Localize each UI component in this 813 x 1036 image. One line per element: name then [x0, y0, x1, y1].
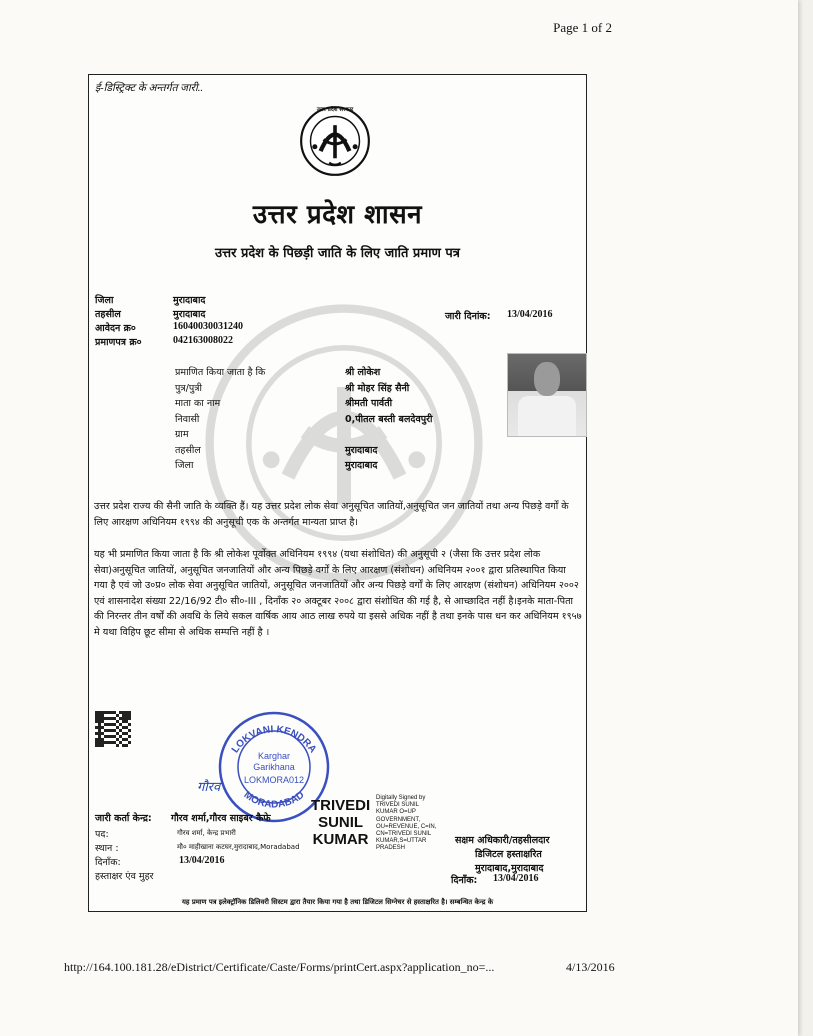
- dsig-info-line: OU=REVENUE, C=IN,: [376, 823, 437, 830]
- district-label: जिला: [95, 295, 114, 306]
- authority-title: सक्षम अधिकारी/तहसीलदार: [455, 835, 550, 846]
- handwritten-signature: गौरव: [197, 780, 221, 795]
- issue-date-label: जारी दिनांक:: [445, 311, 491, 322]
- issuer-post-label: पद:: [95, 829, 109, 840]
- dsig-info-line: GOVERNMENT,: [376, 816, 421, 823]
- person-field-row: [175, 396, 505, 411]
- emblem-text: उत्तर प्रदेश सरकार: [316, 107, 354, 113]
- svg-text:MORADABAD: [242, 790, 307, 811]
- page-number: Page 1 of 2: [553, 20, 612, 35]
- dsig-name-line-2: SUNIL: [318, 814, 364, 831]
- authority-office: मुरादाबाद,मुरादाबाद: [475, 863, 544, 874]
- stamp-line-2: Garikhana: [253, 762, 295, 772]
- issuer-centre-value: गौरव शर्मा,गौरव साइबर कैफे: [171, 813, 271, 824]
- issuer-post-value: गौरव शर्मा, केन्द्र प्रभारी: [177, 829, 236, 837]
- stamp-line-1: Karghar: [257, 751, 291, 761]
- applicant-photo: [507, 353, 587, 437]
- paragraph-2: यह भी प्रमाणित किया जाता है कि श्री लोकेश पूर्वोक्त अधिनियम १९९४ (यथा संशोधित) की अनुसूची २ (जैसा कि उत्तर प्रदेश लोक सेवा)अनुसूचित जातियों, अनुसूचित जनजातियों और अन्य पिछड़े वर्गों के लिए आरक्षण (संशोधन) अधिनियम २००१ द्वारा प्रतिस्थापित किया गया है एवं जो उ०प्र० लोक सेवा अनुसूचित जातियों, अनुसूचित जनजातियों और अन्य पिछड़े वर्गों के लिए आरक्षण (संशोधन) अधिनियम २००२ एवं शासनादेश संख्या 22/16/92 टी० सी०-III , दिनाँक २० अक्टूबर २००८ द्वारा संशोधित की गई है, से आच्छादित नहीं है।इनके माता-पिता की निरन्तर तीन वर्षों की अवधि के लिये सकल वार्षिक आय आठ लाख रुपये या इससे अधिक नहीं है तथा इनके पास धन कर अधिनियम १९५७ मे यथा विहिप छूट सीमा से अधिक सम्पत्ति नहीं है ।: [94, 549, 582, 638]
- person-field-row: [175, 381, 505, 396]
- dsig-info-line: Digitally Signed by: [376, 795, 426, 801]
- dsig-info-line: TRIVEDI SUNIL: [376, 802, 420, 809]
- application-label: आवेदन क्र०: [95, 323, 136, 334]
- issuer-sign-label: हस्ताक्षर एंव मुहर: [95, 871, 154, 882]
- certificate-subtitle: उत्तर प्रदेश के पिछड़ी जाति के लिए जाति प्रमाण पत्र: [215, 246, 460, 261]
- tehsil-label: तहसील: [95, 309, 121, 320]
- print-url: http://164.100.181.28/eDistrict/Certificate/Caste/Forms/printCert.aspx?application_no=...: [64, 960, 495, 974]
- stamp-ring-bottom: MORADABAD: [241, 789, 307, 811]
- digital-signature-name: [311, 797, 370, 848]
- edistrict-note: ई-डिस्ट्रिक्ट के अन्तर्गत जारी..: [95, 83, 203, 94]
- issue-date-value: 13/04/2016: [507, 309, 553, 320]
- tehsil-value: मुरादाबाद: [173, 309, 206, 320]
- qr-code-icon: [95, 711, 131, 747]
- issuer-date-label: दिनाँक:: [95, 857, 121, 868]
- person-field-row: [175, 458, 505, 473]
- person-field-label: जिला: [175, 460, 194, 471]
- paragraph-1: उत्तर प्रदेश राज्य की सैनी जाति के व्यक्ति हैं। यह उत्तर प्रदेश लोक सेवा अनुसूचित जातियों,अनुसूचित जन जातियों तथा अन्य पिछड़े वर्गों के लिए आरक्षण अधिनियम १९९४ की अनुसूची एक के अन्तर्गत मान्यता प्राप्त है।: [94, 501, 569, 528]
- stamp-line-3: LOKMORA012: [243, 775, 305, 785]
- person-field-row: [175, 412, 505, 427]
- person-field-label: माता का नाम: [175, 398, 221, 409]
- dsig-info-line: CN=TRIVEDI SUNIL: [376, 831, 432, 838]
- dsig-info-line: KUMAR O=UP: [376, 809, 416, 816]
- issuer-centre-label: जारी कर्ता केन्द्र:: [95, 813, 152, 824]
- stamp-ring-top: LOKVANI KENDRA: [229, 724, 319, 756]
- person-field-value: श्री मोहर सिंह सैनी: [345, 382, 410, 394]
- issuer-date-value: 13/04/2016: [179, 855, 225, 866]
- person-field-row: [175, 443, 505, 458]
- authority-signed: डिजिटल हस्ताक्षरित: [475, 849, 542, 860]
- up-government-emblem-icon: [299, 105, 371, 177]
- person-field-label: ग्राम: [175, 429, 189, 440]
- person-field-value: 0,पीतल बस्ती बलदेवपुरी: [345, 413, 433, 425]
- certificate-number-value: 042163008022: [173, 335, 233, 346]
- person-field-value: श्री लोकेश: [345, 367, 381, 378]
- district-value: मुरादाबाद: [173, 295, 206, 306]
- dsig-name-line-3: KUMAR: [312, 831, 369, 848]
- person-field-label: निवासी: [175, 413, 200, 425]
- person-field-value: श्रीमती पार्वती: [345, 398, 393, 409]
- application-value: 16040030031240: [173, 321, 243, 332]
- person-field-row: [175, 365, 505, 380]
- issuer-place-value: मौ० माहीखाना कटघर,मुरादाबाद,Moradabad: [177, 843, 300, 851]
- person-field-label: पुत्र/पुत्री: [175, 382, 202, 394]
- digital-signature-info: [376, 795, 436, 853]
- dsig-info-line: KUMAR,S=UTTAR: [376, 838, 427, 845]
- authority-date-label: दिनाँक:: [451, 875, 478, 886]
- issuer-place-label: स्थान :: [95, 843, 119, 854]
- certificate-title: उत्तर प्रदेश शासन: [252, 200, 423, 230]
- dsig-info-line: PRADESH: [376, 845, 406, 852]
- person-field-label: प्रमाणित किया जाता है कि: [175, 367, 266, 378]
- caste-certificate: [88, 74, 587, 912]
- print-date: 4/13/2016: [566, 960, 615, 974]
- person-field-value: मुरादाबाद: [345, 444, 378, 456]
- person-field-label: तहसील: [175, 444, 201, 456]
- person-field-row: [175, 427, 505, 442]
- authority-date-value: 13/04/2016: [493, 873, 539, 884]
- certificate-number-label: प्रमाणपत्र क्र०: [95, 337, 142, 348]
- certificate-footer-note: यह प्रमाण पत्र इलेक्ट्रॉनिक डिलिवरी सिस्टम द्वारा तैयार किया गया है तथा डिजिटल सिग्नेचर से हस्ताक्षरित है। सम्बन्धित केन्द्र के: [181, 898, 494, 906]
- dsig-name-line-1: TRIVEDI: [311, 797, 371, 814]
- person-field-value: मुरादाबाद: [345, 460, 378, 471]
